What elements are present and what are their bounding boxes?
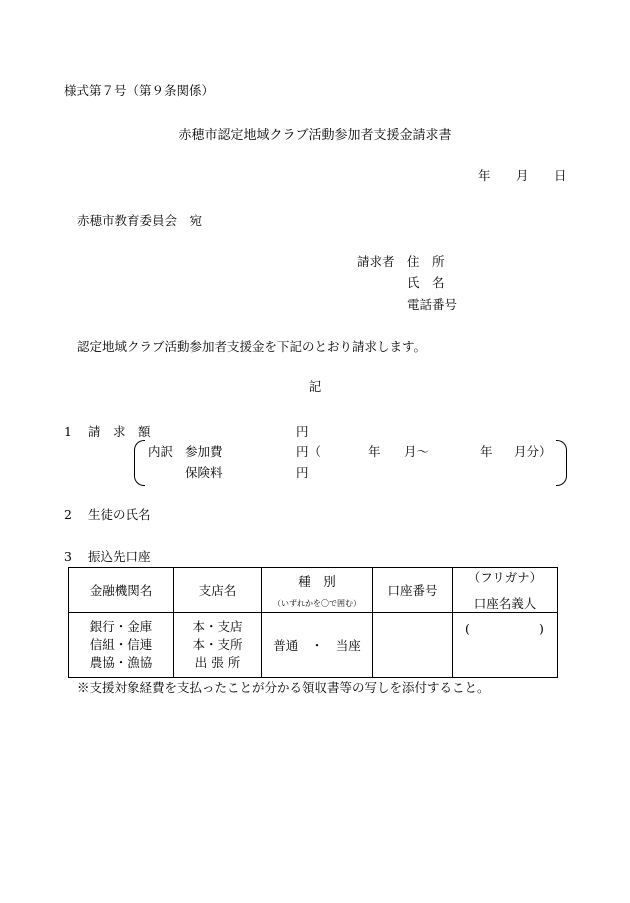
holder-header: 口座名義人 [473, 596, 537, 611]
item1-claim-amount-label: 請 求 額 [88, 424, 151, 439]
claimant-label: 請求者 [357, 254, 395, 269]
breakdown-label: 内訳 [148, 444, 174, 459]
form-number: 様式第７号（第９条関係） [64, 83, 215, 98]
account-holder-header [453, 568, 558, 613]
insurance-label: 保険料 [185, 465, 223, 480]
bank-name-header: 金融機関名 [69, 568, 174, 613]
insurance-yen: 円 [296, 465, 309, 480]
furigana-close-paren: ) [539, 621, 544, 636]
date-year-label: 年 [478, 168, 491, 183]
table-header-row [69, 568, 558, 613]
bank-option: 農協・漁協 [89, 655, 153, 670]
item2-student-name-label: 生徒の氏名 [88, 507, 151, 522]
furigana-header: （フリガナ） [467, 570, 543, 585]
participation-fee-yen: 円（ [296, 444, 322, 459]
branch-option: 本・支所 [192, 637, 243, 652]
account-type-header [262, 568, 373, 613]
attachment-note: ※支援対象経費を支払ったことが分かる領収書等の写しを添付すること。 [77, 680, 490, 695]
account-holder-cell[interactable] [453, 613, 558, 678]
addressee: 赤穂市教育委員会 宛 [77, 213, 203, 228]
transfer-account-table [68, 567, 558, 678]
date-day-label: 日 [554, 168, 567, 183]
account-type-cell[interactable]: 普通 ・ 当座 [262, 613, 373, 678]
bank-options-cell[interactable] [69, 613, 174, 678]
document-title: 赤穂市認定地域クラブ活動参加者支援金請求書 [178, 128, 452, 143]
account-type-header-label: 種 別 [298, 573, 336, 589]
branch-options-cell[interactable] [174, 613, 262, 678]
breakdown-left-bracket [134, 440, 145, 486]
name-label: 氏 名 [407, 275, 445, 290]
period-start-year: 年 [368, 444, 381, 459]
item1-yen-label: 円 [296, 424, 309, 439]
breakdown-right-bracket [556, 440, 567, 486]
address-label: 住 所 [407, 254, 445, 269]
period-start-month: 月～ [404, 444, 430, 459]
phone-label: 電話番号 [407, 297, 458, 312]
branch-name-header: 支店名 [174, 568, 262, 613]
ki-heading: 記 [308, 379, 322, 394]
table-row [69, 613, 558, 678]
branch-option: 出 張 所 [194, 655, 241, 670]
item3-transfer-account-label: 振込先口座 [88, 549, 151, 564]
item3-number: 3 [64, 549, 72, 564]
account-number-header: 口座番号 [373, 568, 453, 613]
period-end-year: 年 [480, 444, 493, 459]
item1-number: 1 [64, 424, 72, 439]
period-end-month: 月分） [514, 444, 552, 459]
branch-option: 本・支店 [192, 619, 243, 634]
participation-fee-label: 参加費 [185, 444, 223, 459]
request-statement: 認定地域クラブ活動参加者支援金を下記のとおり請求します。 [77, 339, 427, 354]
bank-option: 銀行・金庫 [89, 619, 153, 634]
account-type-note: （いずれかを〇で囲む） [273, 598, 361, 608]
date-month-label: 月 [516, 168, 529, 183]
bank-option: 信組・信連 [89, 637, 153, 652]
furigana-open-paren: ( [465, 621, 470, 636]
account-number-cell[interactable] [373, 613, 453, 678]
item2-number: 2 [64, 507, 72, 522]
